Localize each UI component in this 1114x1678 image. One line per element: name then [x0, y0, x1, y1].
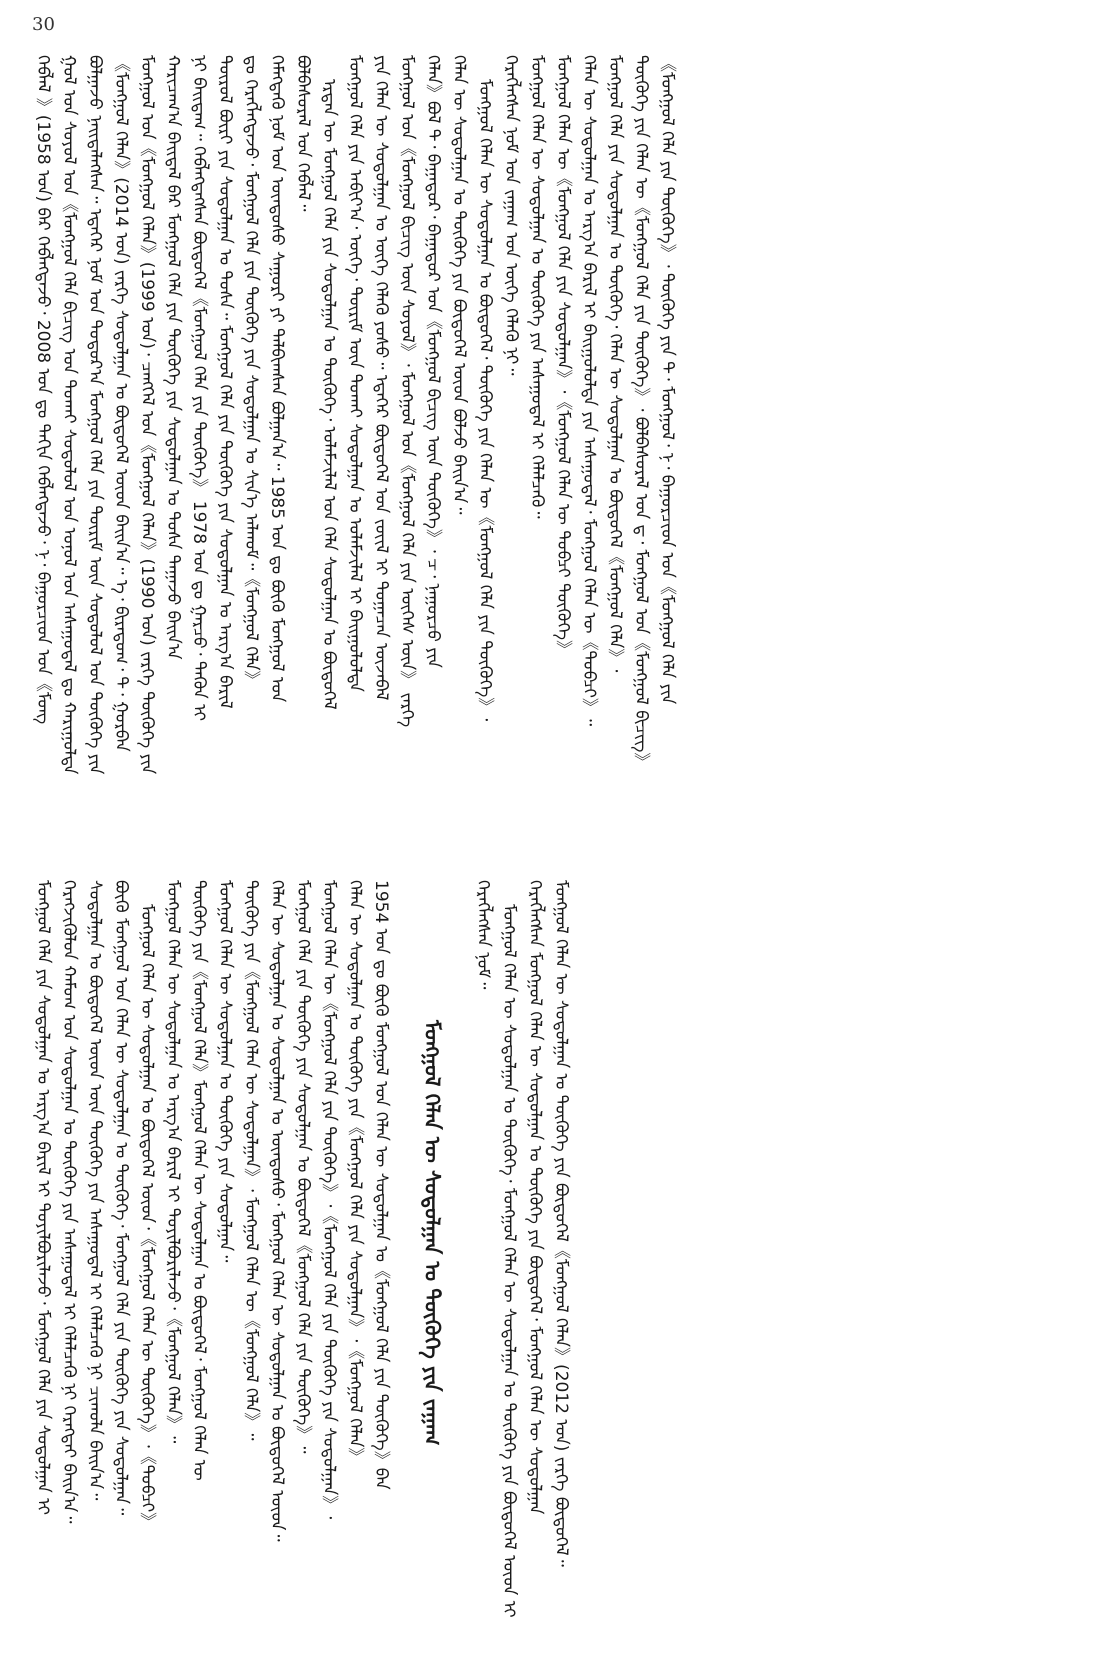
text-column: ᠮᠣᠩᠭᠣᠯ ᠬᠡᠯᠡ ᠶᠢᠨ ᠲᠦᠭᠦᠬᠡ ᠶᠢᠨ ᠰᠤᠳᠤᠯᠭᠠᠨ ᠤ ᠪᠦᠲᠦᠭᠡᠯ《ᠮᠣᠩᠭᠣᠯ ᠬᠡᠯᠡ ᠶᠢᠨ ᠲᠦᠭᠦᠬᠡ》᠃	[293, 880, 313, 1454]
text-column: ᠮᠣᠩᠭᠣᠯ ᠬᠡᠯᠡᠨ ᠦ ᠰᠤᠳᠤᠯᠭᠠᠨ ᠤ ᠲᠦᠭᠦᠬᠡ ᠶᠢᠨ ᠠᠰᠠᠭᠤᠳᠠᠯ ᠢ ᠬᠡᠯᠡᠯᠴᠡᠬᠦ᠃	[527, 55, 547, 519]
text-column: ᠮᠣᠩᠭᠣᠯ ᠬᠡᠯᠡᠨ ᠦ ᠰᠤᠳᠤᠯᠭᠠᠨ ᠤ ᠲᠦᠭᠦᠬᠡ ᠶᠢᠨ ᠰᠤᠳᠤᠯᠭᠠᠨ᠃	[215, 880, 235, 1263]
text-column: ᠭᠣᠯ ᠤᠨ ᠰᠣᠶᠣᠯ ᠤᠨ《ᠮᠣᠩᠭᠣᠯ ᠬᠡᠯᠡ ᠪᠢᠴᠢᠭ ᠤᠨ ᠲᠤᠬᠠᠢ ᠰᠣᠳᠤᠯᠤᠯ ᠤᠨ ᠣᠨᠣᠯ ᠤᠨ ᠠᠰᠠᠭᠤᠳᠠᠯ ᠳᠤ ᠬᠠᠷᠢᠭᠤᠯᠲᠠ	[59, 55, 79, 775]
text-column: ᠬᠡᠯᠡᠨ ᠦ ᠰᠤᠳᠤᠯᠭᠠᠨ ᠤ ᠲᠦᠭᠦᠬᠡ ᠶᠢᠨ《ᠮᠣᠩᠭᠣᠯ ᠬᠡᠯᠡ ᠶᠢᠨ ᠰᠤᠳᠤᠯᠭᠠᠨ》᠂《ᠮᠣᠩᠭᠣᠯ ᠬᠡᠯᠡᠨ》	[345, 880, 365, 1465]
text-column: ᠮᠣᠩᠭᠣᠯ ᠤᠨ《ᠮᠣᠩᠭᠣᠯ ᠪᠢᠴᠢᠭ ᠦᠨ ᠰᠣᠶᠣᠯ》᠂ ᠮᠣᠩᠭᠣᠯ ᠤᠨ《ᠮᠣᠩᠭᠣᠯ ᠬᠡᠯᠡ ᠶᠢᠨ ᠦᠭᠡᠰ ᠦᠨ》 ᠵᠡᠷᠭᠡ	[397, 55, 417, 728]
text-column: ᠬᠡᠯᠡᠨ ᠦ ᠰᠤᠳᠤᠯᠭᠠᠨ ᠤ ᠰᠤᠳᠤᠯᠭᠠᠨ ᠤ ᠦᠨᠳᠦᠰᠦ᠂ ᠮᠣᠩᠭᠣᠯ ᠬᠡᠯᠡᠨ ᠦ ᠰᠤᠳᠤᠯᠭᠠᠨ ᠤ ᠪᠦᠲᠦᠭᠡᠯ ᠦᠳ᠃	[267, 880, 287, 1542]
text-column: ᠨᠢ ᠪᠠᠢᠳᠠᠭ᠃ ᠬᠡᠪᠯᠡᠭᠳᠡᠭᠰᠡᠨ ᠪᠦᠲᠦᠭᠡᠯ《ᠮᠣᠩᠭᠣᠯ ᠬᠡᠯᠡ ᠶᠢᠨ ᠲᠦᠭᠦᠬᠡ》 1978 ᠣᠨ ᠳᠤ ᠭᠠᠷᠴᠤ᠂ ᠲᠡᠭᠦᠨ ᠢ	[189, 55, 209, 721]
text-column: ᠬᠡᠪᠯᠡᠯ 》(1958 ᠣᠨ) ᠪᠡᠷ ᠬᠡᠪᠯᠡᠭᠳᠡᠵᠦ᠂ 2008 ᠣᠨ ᠳᠤ ᠳᠠᠬᠢᠨ ᠬᠡᠪᠯᠡᠭᠳᠡᠵᠦ᠂ ᠨ᠂ ᠪᠠᠭᠤᠷᠴᠢᠳ ᠤᠨ《ᠮᠣᠩ	[33, 55, 53, 725]
text-column: ᠶᠢᠨ ᠬᠡᠯᠡᠨ ᠦ ᠰᠤᠳᠤᠯᠭᠠᠨ ᠤ ᠦᠭᠡ ᠬᠡᠯᠡᠬᠦ ᠶᠣᠰᠣ᠃ ᠡᠳᠡᠭᠡᠷ ᠪᠦᠲᠦᠭᠡᠯ ᠤᠨ ᠵᠦᠢᠯ ᠢ ᠲᠣᠭᠠᠴᠠᠨ ᠦᠵᠡᠪᠡᠯ	[371, 55, 391, 701]
text-column: ᠮᠣᠩᠭᠣᠯ ᠬᠡᠯᠡᠨ ᠦ《ᠮᠣᠩᠭᠣᠯ ᠬᠡᠯᠡ ᠶᠢᠨ ᠰᠤᠳᠤᠯᠭᠠᠨ》᠂《ᠮᠣᠩᠭᠣᠯ ᠬᠡᠯᠡᠨ ᠦ ᠲᠣᠪᠴᠢ ᠲᠦᠭᠦᠬᠡ》	[553, 55, 573, 658]
text-column: ᠮᠣᠩᠭᠣᠯ ᠬᠡᠯᠡ ᠶᠢᠨ ᠰᠤᠳᠤᠯᠭᠠᠨ ᠤ ᠲᠦᠭᠦᠬᠡ᠂ ᠬᠡᠯᠡᠨ ᠦ ᠰᠤᠳᠤᠯᠭᠠᠨ ᠤ ᠪᠦᠲᠦᠭᠡᠯ《ᠮᠣᠩᠭᠣᠯ ᠬᠡᠯᠡ》᠂	[605, 55, 625, 673]
text-column: 1954 ᠣᠨ ᠳᠤ ᠪᠦᠬᠦ ᠮᠣᠩᠭᠣᠯ ᠤᠨ ᠬᠡᠯᠡᠨ ᠦ ᠰᠤᠳᠤᠯᠭᠠᠨ ᠤ《ᠮᠣᠩᠭᠣᠯ ᠬᠡᠯᠡ ᠶᠢᠨ ᠲᠦᠭᠦᠬᠡ》ᠪᠠᠨ	[371, 880, 391, 1490]
text-column: ᠮᠣᠩᠭᠣᠯ ᠬᠡᠯᠡᠨ ᠦ ᠰᠤᠳᠤᠯᠭᠠᠨ ᠤ ᠠᠷᠭ᠎ᠠ ᠪᠠᠷᠢᠯ ᠢ ᠲᠤᠶᠢᠯᠪᠤᠷᠢᠯᠠᠵᠤ᠂《ᠮᠣᠩᠭᠣᠯ ᠬᠡᠯᠡᠨ》᠃	[163, 880, 183, 1444]
text-column: ᠲᠦᠷᠦᠯ ᠪᠦᠷᠢ ᠶᠢᠨ ᠰᠤᠳᠤᠯᠭᠠᠨ ᠤ ᠲᠤᠰᠠ᠃ ᠮᠣᠩᠭᠣᠯ ᠬᠡᠯᠡ ᠶᠢᠨ ᠲᠦᠭᠦᠬᠡ ᠶᠢᠨ ᠰᠤᠳᠤᠯᠭᠠᠨ ᠤ ᠠᠷᠭ᠎ᠠ ᠪᠠᠷᠢᠯ	[215, 55, 235, 709]
text-column: ᠪᠣᠯᠭᠠᠵᠤ ᠨᠡᠢᠲᠡᠯᠡᠭᠰᠡᠨ᠃ ᠡᠳᠡᠭᠡᠷ ᠨᠣᠮ ᠤᠨ ᠳᠣᠲᠣᠷ᠎ᠠ ᠮᠣᠩᠭᠣᠯ ᠬᠡᠯᠡ ᠶᠢᠨ ᠳᠦᠷᠢᠮ ᠦᠨ ᠰᠣᠳᠤᠯᠤᠯ ᠤᠨ ᠲᠦᠭᠦᠬᠡ ᠶᠢᠨ	[85, 55, 105, 775]
text-column: ᠮᠣᠩᠭᠣᠯ ᠬᠡᠯᠡ ᠶᠢᠨ ᠰᠤᠳᠤᠯᠭᠠᠨ ᠤ ᠠᠷᠭ᠎ᠠ ᠪᠠᠷᠢᠯ ᠢ ᠲᠤᠶᠢᠯᠪᠤᠷᠢᠯᠠᠵᠤ᠂ ᠮᠣᠩᠭᠣᠯ ᠬᠡᠯᠡ ᠶᠢᠨ ᠰᠤᠳᠤᠯᠭᠠᠨ ᠢ	[33, 880, 53, 1516]
bottom-text-block	[30, 880, 1085, 1670]
section-spacer	[450, 880, 470, 1670]
text-column: ᠮᠣᠩᠭᠣᠯ ᠤᠨ《ᠮᠣᠩᠭᠣᠯ ᠬᠡᠯᠡᠨ》(1999 ᠣᠨ)᠂ ᠴᠡᠩᠭᠡᠯ ᠤᠨ《ᠮᠣᠩᠭᠣᠯ ᠬᠡᠯᠡᠨ》(1990 ᠣᠨ) ᠵᠡᠷᠭᠡ ᠲᠦᠭᠦᠬᠡ ᠶᠢᠨ	[137, 55, 157, 775]
text-column: ᠳᠤ ᠬᠡᠷᠡᠭᠯᠡᠭᠳᠡᠵᠦ᠂ ᠮᠣᠩᠭᠣᠯ ᠬᠡᠯᠡ ᠶᠢᠨ ᠲᠦᠭᠦᠬᠡ ᠶᠢᠨ ᠰᠤᠳᠤᠯᠭᠠᠨ ᠤ ᠰᠢᠨ᠎ᠡ ᠠᠯᠬᠤᠮ᠃《ᠮᠣᠩᠭᠣᠯ ᠬᠡᠯᠡ》	[241, 55, 261, 688]
text-column: ᠬᠡᠯᠡᠨ ᠦ ᠰᠤᠳᠤᠯᠭᠠᠨ ᠤ ᠲᠦᠭᠦᠬᠡ ᠶᠢᠨ ᠪᠦᠲᠦᠭᠡᠯ ᠦᠳ ᠪᠣᠯᠵᠤ ᠪᠠᠢᠨ᠎ᠠ᠃	[449, 55, 469, 515]
text-column: 《ᠮᠣᠩᠭᠣᠯ ᠬᠡᠯᠡᠨ》(2014 ᠣᠨ) ᠵᠡᠷᠭᠡ ᠰᠤᠳᠤᠯᠭᠠᠨ ᠤ ᠪᠦᠲᠦᠭᠡᠯ ᠦᠳ ᠪᠠᠢᠨ᠎ᠠ᠃ ᠡ᠂ ᠪᠢᠷᠠᠳᠣᠭ᠂ ᠲ᠂ ᠭᠤᠷᠪᠠᠨ	[111, 55, 131, 752]
page-number: 30	[32, 14, 55, 35]
text-column: ᠪᠦᠬᠦ ᠮᠣᠩᠭᠣᠯ ᠤᠨ ᠬᠡᠯᠡᠨ ᠦ ᠰᠤᠳᠤᠯᠭᠠᠨ ᠤ ᠲᠦᠭᠦᠬᠡ᠂ ᠮᠣᠩᠭᠣᠯ ᠬᠡᠯᠡ ᠶᠢᠨ ᠲᠦᠭᠦᠬᠡ ᠶᠢᠨ ᠰᠤᠳᠤᠯᠭᠠᠨ᠃	[111, 880, 131, 1516]
text-column: ᠲᠦᠭᠦᠬᠡ ᠶᠢᠨ《ᠮᠣᠩᠭᠣᠯ ᠬᠡᠯᠡ》ᠮᠣᠩᠭᠣᠯ ᠬᠡᠯᠡᠨ ᠦ ᠰᠤᠳᠤᠯᠭᠠᠨ ᠤ ᠪᠦᠲᠦᠭᠡᠯ᠂ ᠮᠣᠩᠭᠣᠯ ᠬᠡᠯᠡᠨ ᠦ	[189, 880, 209, 1481]
text-column: ᠮᠣᠩᠭᠣᠯ ᠬᠡᠯᠡᠨ ᠦ ᠰᠤᠳᠤᠯᠭᠠᠨ ᠤ ᠲᠦᠭᠦᠬᠡ ᠶᠢᠨ ᠪᠦᠲᠦᠭᠡᠯ《ᠮᠣᠩᠭᠣᠯ ᠬᠡᠯᠡᠨ》(2012 ᠣᠨ) ᠵᠡᠷᠭᠡ ᠪᠦᠲᠦᠭᠡᠯ᠃	[551, 880, 571, 1567]
text-column: ᠬᠡᠯᠡᠨ ᠦ ᠰᠤᠳᠤᠯᠭᠠᠨ ᠤ ᠠᠷᠭ᠎ᠠ ᠪᠠᠷᠢᠯ ᠢ ᠪᠠᠢᠭᠤᠯᠤᠯᠲᠠ ᠶᠢᠨ ᠠᠰᠠᠭᠤᠳᠠᠯ᠂ ᠮᠣᠩᠭᠣᠯ ᠬᠡᠯᠡᠨ ᠦ《ᠲᠣᠪᠴᠢ》᠃	[579, 55, 599, 727]
text-column: ᠬᠠᠷᠢᠴᠠᠭ᠎ᠠ ᠪᠠᠢᠳᠠᠯ ᠪᠠᠷ ᠮᠣᠩᠭᠣᠯ ᠬᠡᠯᠡ ᠶᠢᠨ ᠲᠦᠭᠦᠬᠡ ᠶᠢᠨ ᠰᠤᠳᠤᠯᠭᠠᠨ ᠤ ᠲᠤᠰᠠ ᠳᠠᠭᠠᠵᠤ ᠪᠠᠢᠨ᠎ᠠ	[163, 55, 183, 660]
text-column: ᠪᠣᠯᠪᠠᠰᠤᠷᠠᠯ ᠤᠨ ᠬᠡᠪᠯᠡᠯ᠃	[293, 55, 313, 212]
text-column: ᠮᠣᠩᠭᠣᠯ ᠬᠡᠯᠡᠨ ᠦ ᠰᠤᠳᠤᠯᠭᠠᠨ ᠤ ᠲᠦᠭᠦᠬᠡ᠂ ᠮᠣᠩᠭᠣᠯ ᠬᠡᠯᠡᠨ ᠦ ᠰᠤᠳᠤᠯᠭᠠᠨ ᠤ ᠲᠦᠭᠦᠬᠡ ᠶᠢᠨ ᠪᠦᠲᠦᠭᠡᠯ ᠦᠳ ᠢ	[499, 904, 519, 1618]
text-column: ᠬᠡᠮᠡᠭᠳᠡᠬᠦ ᠨᠣᠮ ᠤᠨ ᠦᠨᠳᠦᠰᠦ ᠰᠠᠭᠤᠷᠢ ᠶᠢ ᠲᠠᠯᠪᠢᠭᠰᠠᠨ ᠪᠣᠯᠭᠠᠨ᠎ᠠ᠃ 1985 ᠣᠨ ᠳᠤ ᠪᠦᠬᠦ ᠮᠣᠩᠭᠣᠯ ᠤᠨ	[267, 55, 287, 703]
text-column: ᠲᠦᠭᠦᠬᠡ ᠶᠢᠨ ᠬᠡᠯᠡᠨ ᠦ《ᠮᠣᠩᠭᠣᠯ ᠬᠡᠯᠡ ᠶᠢᠨ ᠲᠦᠭᠦᠬᠡ》᠂ ᠪᠣᠯᠪᠠᠰᠤᠷᠠᠯ ᠤᠨ ᠳ᠂ ᠮᠣᠩᠭᠣᠯ ᠤᠨ《ᠮᠣᠩᠭᠣᠯ ᠪᠢᠴᠢᠭ》	[631, 55, 651, 770]
text-column: ᠬᠡᠷᠡᠭᠵᠢᠭᠦᠯᠦᠨ ᠬᠠᠮᠤᠭ ᠤᠨ ᠰᠤᠳᠤᠯᠭᠠᠨ ᠤ ᠲᠦᠭᠦᠬᠡ ᠶᠢᠨ ᠠᠰᠠᠭᠤᠳᠠᠯ ᠢ ᠬᠡᠯᠡᠯᠴᠡᠬᠦ ᠨᠢ ᠬᠡᠷᠡᠭᠲᠡᠢ ᠪᠠᠢᠨ᠎ᠠ᠃	[59, 880, 79, 1524]
text-column: ᠬᠡᠷᠡᠭᠯᠡᠭᠰᠡᠨ ᠮᠣᠩᠭᠣᠯ ᠬᠡᠯᠡᠨ ᠦ ᠰᠤᠳᠤᠯᠭᠠᠨ ᠤ ᠲᠦᠭᠦᠬᠡ ᠶᠢᠨ ᠪᠦᠲᠦᠭᠡᠯ᠂ ᠮᠣᠩᠭᠣᠯ ᠬᠡᠯᠡᠨ ᠦ ᠰᠤᠳᠤᠯᠭᠠᠨ	[525, 880, 545, 1515]
text-column: ᠮᠣᠩᠭᠣᠯ ᠬᠡᠯᠡ ᠶᠢᠨ ᠠᠪᠢᠶ᠎ᠠ᠂ ᠦᠭᠡ᠂ ᠳᠦᠷᠢᠮ ᠦᠨ ᠲᠤᠬᠠᠢ ᠰᠤᠳᠤᠯᠭᠠᠨ ᠤ ᠤᠯᠠᠮᠵᠢᠯᠠᠯ ᠢ ᠪᠠᠢᠭᠤᠯᠤᠯᠲᠠ	[345, 55, 365, 692]
section-spacer	[394, 880, 414, 1670]
text-column: 《ᠮᠣᠩᠭᠣᠯ ᠬᠡᠯᠡ ᠶᠢᠨ ᠲᠦᠭᠦᠬᠡ》᠂ ᠲᠦᠭᠦᠬᠡ ᠶᠢᠨ ᠲ᠂ ᠮᠣᠩᠭᠣᠯ᠂ ᠨ᠂ ᠪᠠᠭᠤᠷᠴᠢᠳ ᠤᠨ《ᠮᠣᠩᠭᠣᠯ ᠬᠡᠯᠡ ᠶᠢᠨ	[657, 55, 677, 705]
text-column: ᠲᠦᠭᠦᠬᠡ ᠶᠢᠨ《ᠮᠣᠩᠭᠣᠯ ᠬᠡᠯᠡᠨ ᠦ ᠰᠤᠳᠤᠯᠭᠠᠨ》᠂ ᠮᠣᠩᠭᠣᠯ ᠬᠡᠯᠡᠨ ᠦ《ᠮᠣᠩᠭᠣᠯ ᠬᠡᠯᠡ》᠃	[241, 880, 261, 1441]
text-column: ᠮᠣᠩᠭᠣᠯ ᠬᠡᠯᠡᠨ ᠦ ᠰᠤᠳᠤᠯᠭᠠᠨ ᠤ ᠪᠦᠲᠦᠭᠡᠯ᠂ ᠲᠦᠭᠦᠬᠡ ᠶᠢᠨ ᠬᠡᠯᠡᠨ ᠦ《ᠮᠣᠩᠭᠣᠯ ᠬᠡᠯᠡ ᠶᠢᠨ ᠲᠦᠭᠦᠬᠡ》᠂	[475, 79, 495, 722]
text-column: ᠬᠡᠷᠡᠭᠯᠡᠭᠰᠡᠨ ᠨᠣᠮ᠃	[473, 880, 493, 990]
text-column: ᠬᠡᠷᠡᠭᠯᠡᠭᠰᠡᠨ ᠨᠣᠮ ᠤᠨ ᠵᠠᠭᠠᠭ ᠤᠨ ᠦᠭᠡ ᠬᠡᠯᠡᠬᠦ ᠨᠢ᠃	[501, 55, 521, 376]
text-column: ᠰᠤᠳᠤᠯᠭᠠᠨ ᠤ ᠪᠦᠲᠦᠭᠡᠯ ᠦᠳ ᠦᠨ ᠲᠦᠭᠦᠬᠡ ᠶᠢᠨ ᠠᠰᠠᠭᠤᠳᠠᠯ ᠢ ᠬᠡᠯᠡᠯᠴᠡᠬᠦ ᠨᠢ ᠴᠢᠬᠤᠯᠠ ᠪᠠᠢᠨ᠎ᠠ᠃	[85, 880, 105, 1501]
text-column: ᠮᠣᠩᠭᠣᠯ ᠬᠡᠯᠡᠨ ᠦ ᠰᠤᠳᠤᠯᠭᠠᠨ ᠤ ᠪᠦᠲᠦᠭᠡᠯ ᠦᠳ᠂《ᠮᠣᠩᠭᠣᠯ ᠬᠡᠯᠡᠨ ᠦ ᠲᠦᠭᠦᠬᠡ》᠂《ᠲᠣᠪᠴᠢ》	[137, 904, 157, 1530]
top-text-block	[30, 55, 1085, 875]
text-column: ᠡᠷᠲᠡᠨ ᠦ ᠮᠣᠩᠭᠣᠯ ᠬᠡᠯᠡ ᠶᠢᠨ ᠰᠤᠳᠤᠯᠭᠠᠨ ᠤ ᠲᠦᠭᠦᠬᠡ᠂ ᠤᠯᠠᠮᠵᠢᠯᠠᠯ ᠤᠨ ᠬᠡᠯᠡ ᠰᠤᠳᠤᠯᠭᠠᠨ ᠤ ᠪᠦᠲᠦᠭᠡᠯ	[319, 79, 339, 710]
text-column: ᠮᠣᠩᠭᠣᠯ ᠬᠡᠯᠡᠨ ᠦ《ᠮᠣᠩᠭᠣᠯ ᠬᠡᠯᠡ ᠶᠢᠨ ᠲᠦᠭᠦᠬᠡ》᠂《ᠮᠣᠩᠭᠣᠯ ᠬᠡᠯᠡ ᠶᠢᠨ ᠲᠦᠭᠦᠬᠡ ᠶᠢᠨ ᠰᠤᠳᠤᠯᠭᠠᠨ》᠂	[319, 880, 339, 1520]
section-heading: ᠮᠣᠩᠭᠣᠯ ᠬᠡᠯᠡᠨ ᠦ ᠰᠤᠳᠤᠯᠭᠠᠨ ᠤ ᠲᠦᠭᠦᠬᠡ ᠶᠢᠨ ᠵᠠᠭᠠᠭ	[420, 1020, 444, 1446]
text-column: ᠬᠡᠯᠡᠨ》ᠪᠣᠯ ᠲ᠂ ᠪᠠᠭᠠᠲᠤᠷ᠂ ᠪᠠᠭᠠᠲᠤᠷ ᠤᠨ《ᠮᠣᠩᠭᠣᠯ ᠪᠢᠴᠢᠭ ᠦᠨ ᠲᠦᠭᠦᠬᠡ》᠂ ᠴ᠂ ᠨᠠᠭᠤᠷᠴᠤ ᠶᠢᠨ	[423, 55, 443, 668]
